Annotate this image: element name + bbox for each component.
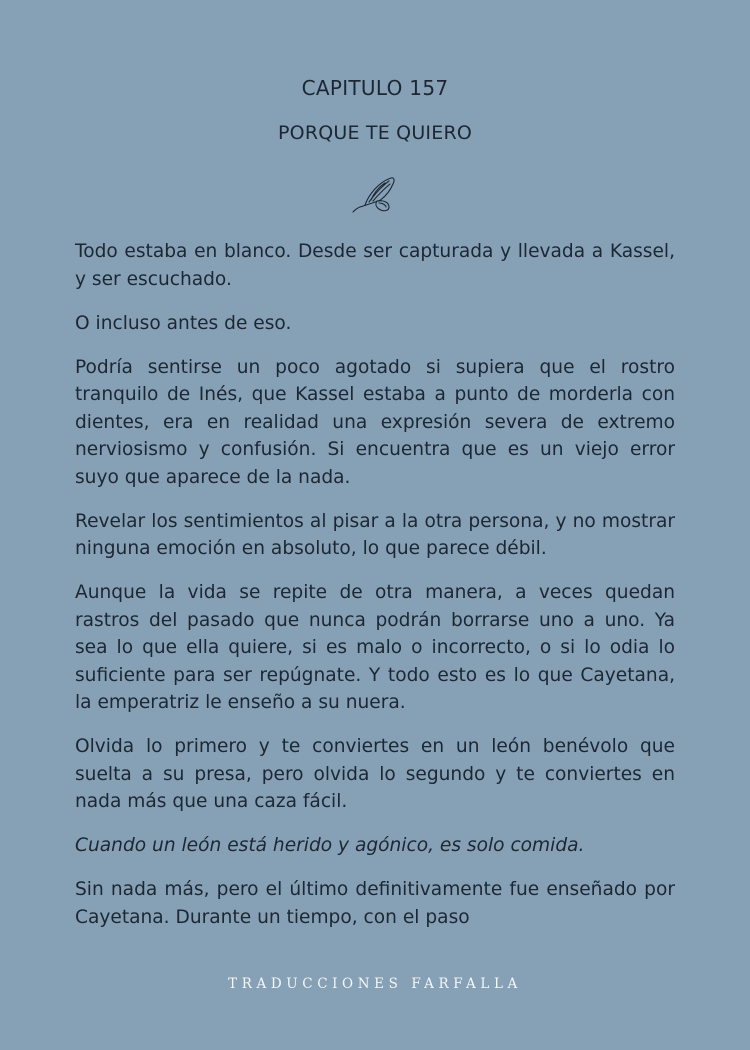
italic-paragraph: Cuando un león está herido y agónico, es solo comida. [75,835,585,856]
footer-credit: TRADUCCIONES FARFALLA [228,976,522,992]
chapter-title: CAPITULO 157 [301,76,449,100]
chapter-body [75,238,675,948]
paragraph: O incluso antes de eso. [75,312,292,334]
chapter-subtitle: PORQUE TE QUIERO [278,122,472,144]
paragraph: Aunque la vida se repite de otra manera, a veces quedan rastros del pasado que nunca podrán borrarse uno a uno. Ya sea lo que ella quiere, si es malo o incorrecto, o si lo odia lo suficiente para ser repúgnate. Y todo esto es lo que Cayetana, la emperatriz le enseño a su nuera. [75,582,675,713]
paragraph: Revelar los sentimientos al pisar a la otra persona, y no mostrar ninguna emoción en absoluto, lo que parece débil. [75,510,675,559]
paragraph: Todo estaba en blanco. Desde ser capturada y llevada a Kassel, y ser escuchado. [75,241,675,290]
paragraph: Sin nada más, pero el último definitivamente fue enseñado por Cayetana. Durante un tiempo, con el paso [75,879,675,928]
paragraph: Olvida lo primero y te conviertes en un león benévolo que suelta a su presa, pero olvida lo segundo y te conviertes en nada más que una caza fácil. [75,736,675,812]
butterfly-icon [351,174,399,216]
paragraph: Podría sentirse un poco agotado si supiera que el rostro tranquilo de Inés, que Kassel estaba a punto de morderla con dientes, era en realidad una expresión severa de extremo nerviosismo y confusión. Si encuentra que es un viejo error suyo que aparece de la nada. [75,356,675,488]
